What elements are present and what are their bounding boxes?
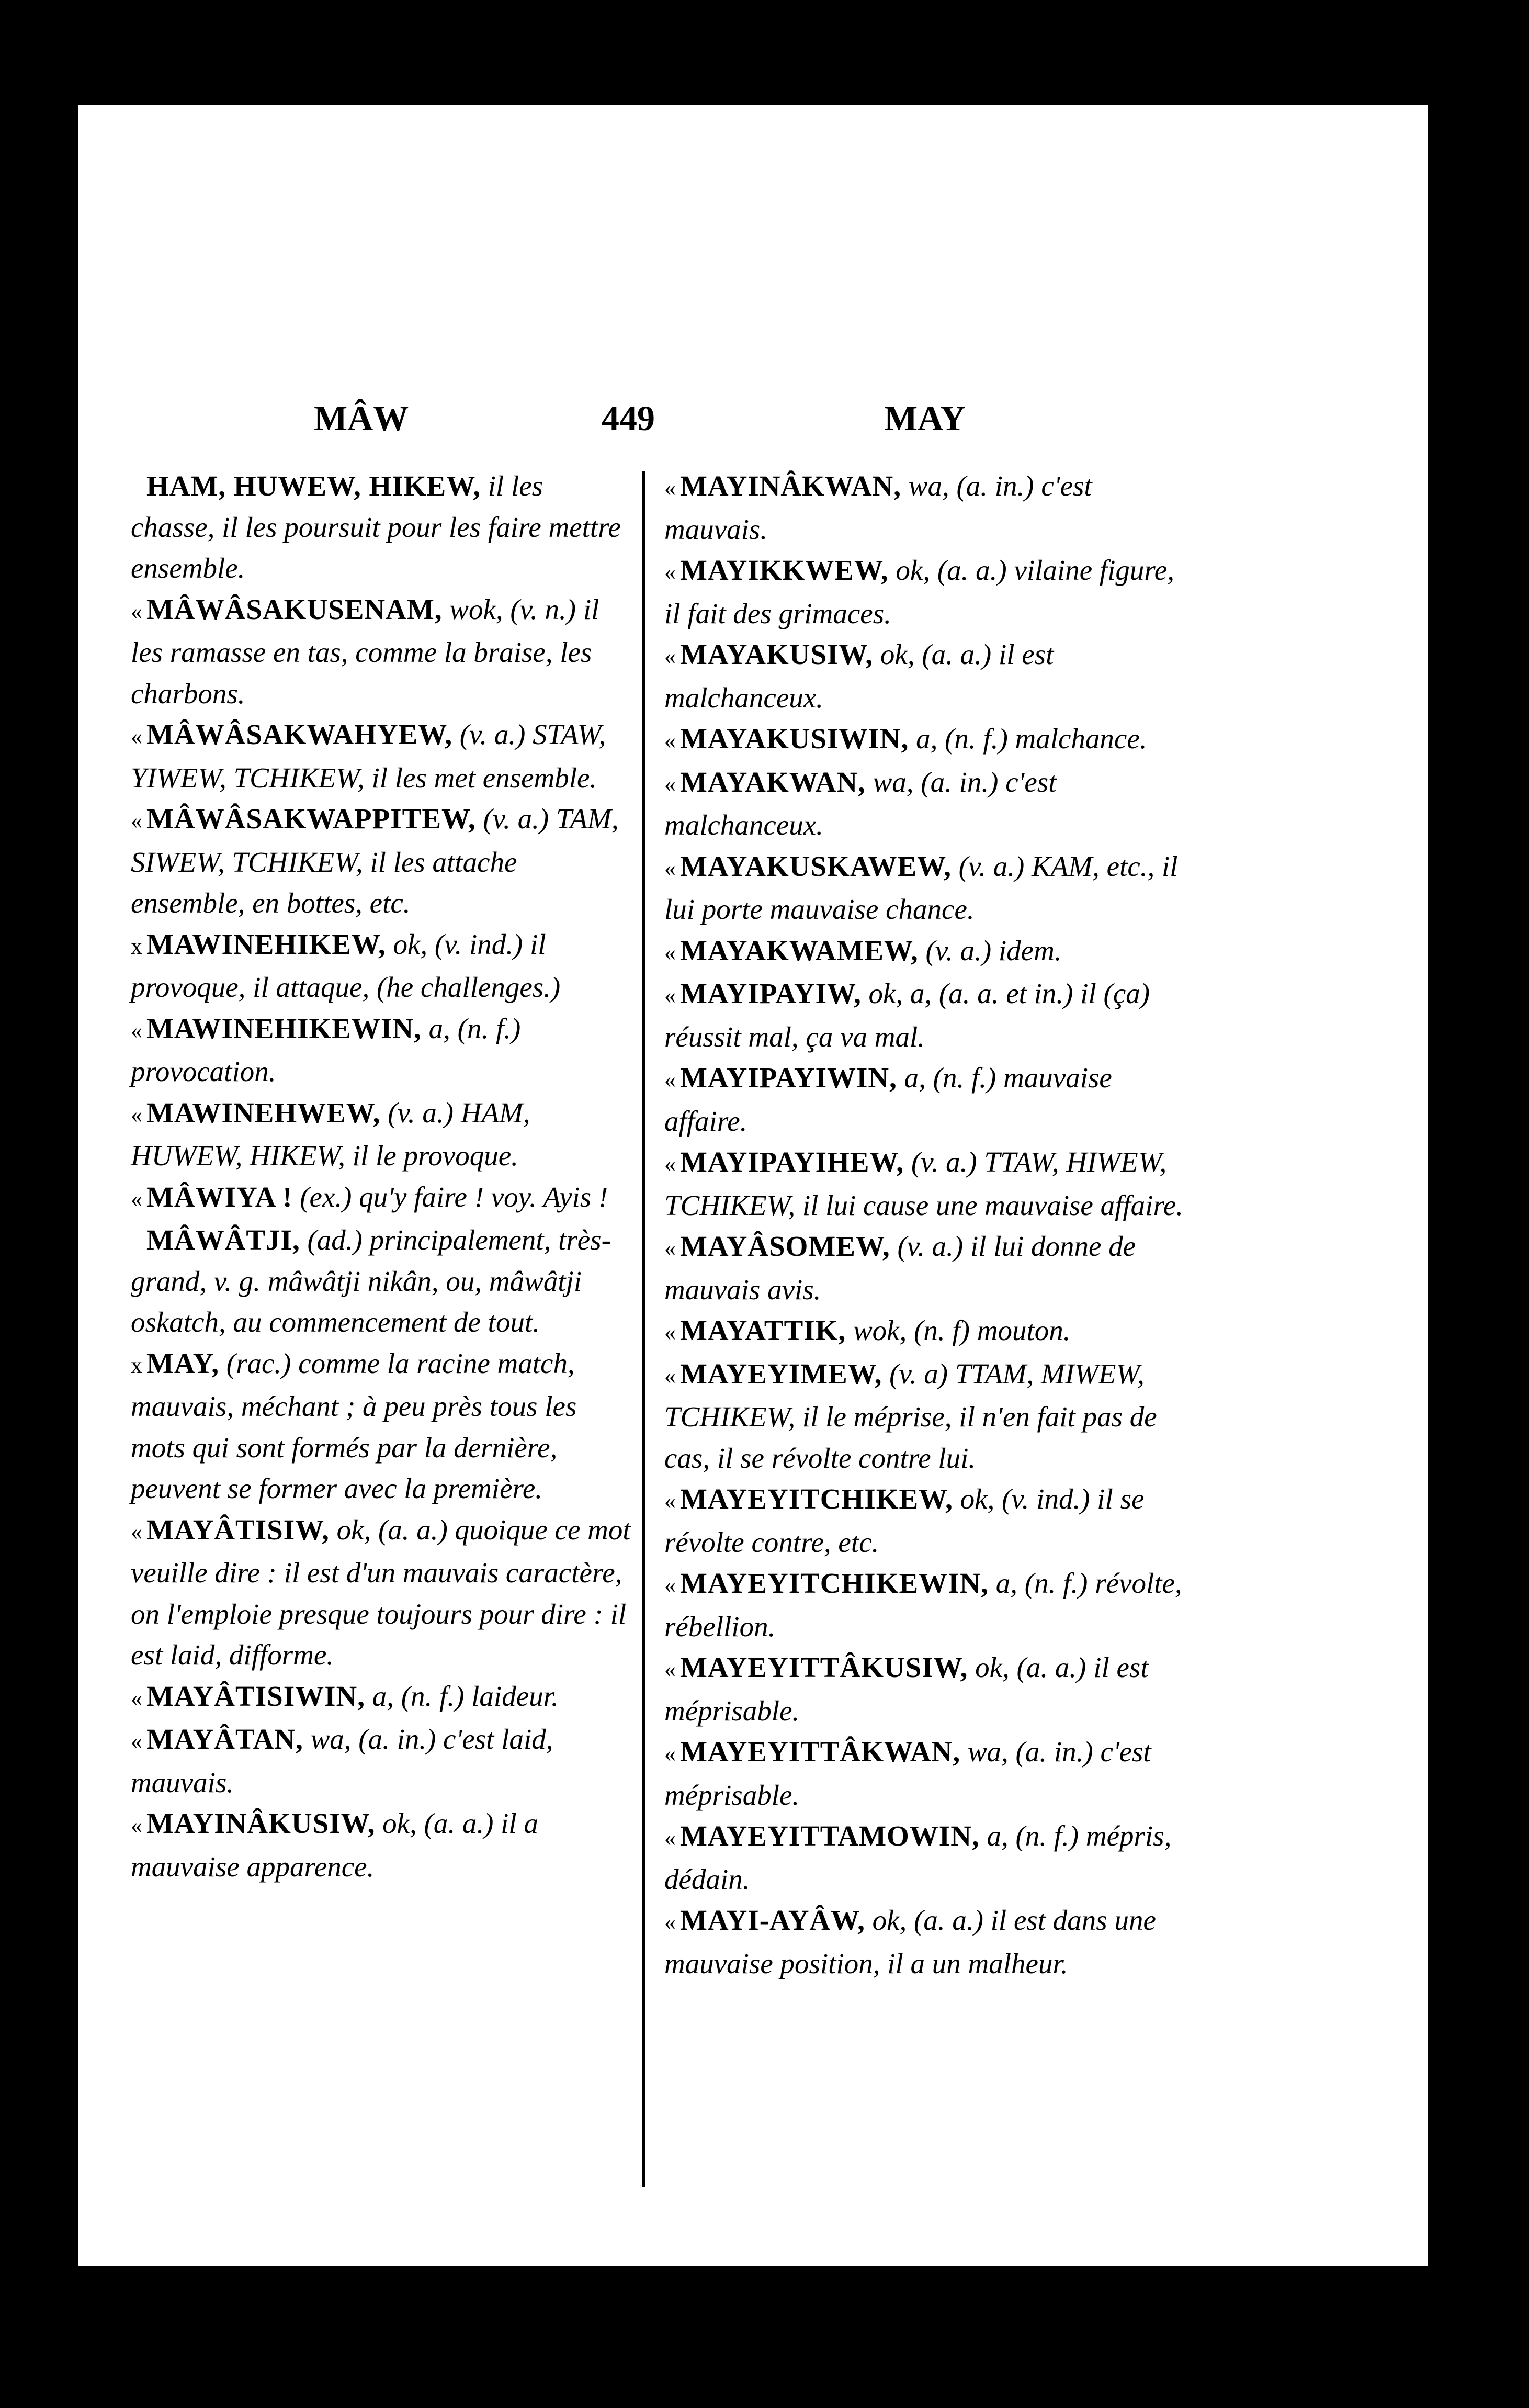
entry-marker: «: [664, 559, 676, 585]
entry-definition: il les met ensemble.: [371, 761, 597, 794]
entry-marker: «: [664, 1657, 676, 1682]
entry-headword: MAYIPAYIWIN,: [680, 1062, 897, 1094]
entry-grammar: ok, (a. a.): [880, 638, 992, 670]
entry-definition: il est malchanceux.: [664, 638, 1054, 714]
entry-definition: il provoque, il attaque, (he challenges.): [131, 928, 561, 1003]
dictionary-entry: [131, 798, 633, 924]
entry-grammar: a, (n. f.): [916, 723, 1008, 755]
entry-marker: «: [664, 1235, 676, 1261]
entry-grammar: wa, (a. in.): [873, 766, 999, 798]
column-divider: [642, 471, 645, 2187]
entry-grammar: wa, (a. in.): [967, 1736, 1093, 1768]
dictionary-entry: [131, 1177, 633, 1220]
entry-definition: idem.: [998, 934, 1062, 966]
dictionary-entry: [131, 1719, 633, 1803]
entry-marker: «: [131, 1101, 142, 1128]
header-left-guide-word: MÂW: [314, 398, 409, 438]
dictionary-entry: [131, 1510, 633, 1676]
dictionary-entry: [664, 1816, 1193, 1900]
entry-marker: «: [664, 1067, 676, 1093]
entry-marker: «: [664, 939, 676, 965]
entry-grammar: (v. a.) STAW, YIWEW, TCHIKEW,: [131, 718, 606, 794]
entry-headword: MÂWIYA !: [146, 1180, 293, 1213]
dictionary-entry: [664, 1057, 1193, 1142]
dictionary-entry: [664, 550, 1193, 634]
entry-grammar: wok, (n. f): [853, 1314, 970, 1346]
entry-headword: MAWINEHWEW,: [146, 1096, 381, 1129]
entry-marker: «: [664, 475, 676, 501]
dictionary-entry: [664, 1900, 1193, 1984]
dictionary-entry: [131, 1093, 633, 1177]
entry-marker: «: [131, 1186, 142, 1212]
entry-grammar: a, (n. f.): [904, 1062, 996, 1094]
entry-grammar: a, (n. f.): [987, 1820, 1079, 1852]
left-column: [131, 466, 633, 1887]
entry-definition: il a mauvaise apparence.: [131, 1807, 538, 1883]
entry-headword: MÂWÂSAKUSENAM,: [146, 593, 443, 625]
entry-headword: HAM, HUWEW, HIKEW,: [146, 470, 481, 502]
entry-headword: MAYIPAYIW,: [680, 977, 862, 1009]
entry-headword: MAYEYITTÂKWAN,: [680, 1736, 961, 1768]
entry-definition: il les chasse, il les poursuit pour les faire mettre ensemble.: [131, 470, 621, 584]
dictionary-entry: [664, 1647, 1193, 1731]
dictionary-entry: [131, 1008, 633, 1093]
entry-definition: il lui cause une mauvaise affaire.: [802, 1189, 1183, 1221]
entry-marker: «: [664, 1320, 676, 1345]
entry-grammar: ok, (v. ind.): [960, 1483, 1090, 1515]
dictionary-entry: [664, 634, 1193, 718]
entry-headword: MAYIPAYIHEW,: [680, 1146, 904, 1178]
entry-headword: MAYEYITTAMOWIN,: [680, 1820, 980, 1852]
entry-headword: MAYÂSOMEW,: [680, 1230, 890, 1262]
entry-definition: c'est mauvais.: [664, 470, 1092, 545]
entry-definition: mépris, dédain.: [664, 1820, 1172, 1895]
dictionary-entry: [664, 1310, 1193, 1354]
dictionary-entry: [131, 1343, 633, 1510]
entry-definition: révolte, rébellion.: [664, 1567, 1182, 1642]
entry-definition: il se révolte contre, etc.: [664, 1483, 1145, 1558]
entry-definition: qu'y faire ! voy. Ayis !: [359, 1180, 608, 1213]
entry-marker: x: [131, 933, 142, 959]
entry-marker: «: [664, 728, 676, 753]
entry-marker: «: [131, 808, 142, 834]
dictionary-entry: [664, 718, 1193, 762]
entry-definition: vilaine figure, il fait des grimaces.: [664, 554, 1174, 629]
entry-definition: comme la racine match, mauvais, méchant ; à peu près tous les mots qui sont formés par la dernière, peuvent se former avec la première.: [131, 1347, 577, 1504]
dictionary-entry: [131, 1220, 633, 1343]
entry-grammar: ok, (a. a.): [382, 1807, 494, 1839]
dictionary-entry: [664, 973, 1193, 1057]
entry-grammar: (v. a.) TAM, SIWEW, TCHIKEW,: [131, 803, 619, 878]
dictionary-entry: [131, 589, 633, 715]
entry-headword: MAYAKWAN,: [680, 766, 866, 798]
entry-grammar: (v. a.): [925, 934, 992, 966]
entry-headword: MAYAKUSIWIN,: [680, 723, 909, 755]
entry-marker: «: [664, 1151, 676, 1177]
entry-definition: c'est méprisable.: [664, 1736, 1151, 1811]
dictionary-entry: [664, 762, 1193, 846]
entry-marker: «: [664, 1825, 676, 1851]
entry-grammar: (v. a.) KAM, etc.,: [958, 850, 1155, 882]
entry-headword: MAYÂTISIW,: [146, 1513, 330, 1546]
dictionary-entry: [664, 930, 1193, 974]
dictionary-entry: [664, 846, 1193, 930]
entry-marker: «: [664, 1909, 676, 1935]
entry-marker: «: [664, 1741, 676, 1766]
entry-headword: MAWINEHIKEW,: [146, 928, 386, 960]
entry-grammar: ok, (v. ind.): [393, 928, 523, 960]
entry-headword: MÂWÂSAKWAHYEW,: [146, 718, 452, 750]
dictionary-entry: [664, 1563, 1193, 1647]
entry-marker: x: [131, 1352, 142, 1378]
entry-grammar: (v. a) TTAM, MIWEW, TCHIKEW,: [664, 1357, 1145, 1433]
entry-headword: MAYAKUSKAWEW,: [680, 850, 952, 882]
entry-headword: MAWINEHIKEWIN,: [146, 1012, 422, 1044]
entry-definition: mauvaise affaire.: [664, 1062, 1112, 1137]
entry-marker: «: [664, 644, 676, 669]
entry-definition: laideur.: [471, 1680, 559, 1712]
entry-grammar: ok, (a. a.): [336, 1513, 448, 1546]
dictionary-entry: [664, 1731, 1193, 1816]
entry-grammar: wok, (v. n.): [449, 593, 576, 625]
entry-headword: MÂWÂSAKWAPPITEW,: [146, 803, 476, 835]
entry-definition: quoique ce mot veuille dire : il est d'un mauvais caractère, on l'emploie presque toujours pour dire : il est laid, difforme.: [131, 1513, 631, 1671]
entry-grammar: (v. a.) HAM, HUWEW, HIKEW,: [131, 1096, 530, 1172]
entry-grammar: (v. a.): [897, 1230, 964, 1262]
entry-marker: «: [131, 1813, 142, 1838]
entry-marker: «: [664, 771, 676, 797]
dictionary-entry: [664, 1226, 1193, 1310]
entry-headword: MAY,: [146, 1347, 220, 1379]
entry-marker: «: [664, 1488, 676, 1514]
entry-headword: MAYAKWAMEW,: [680, 934, 919, 966]
running-header: [78, 398, 1428, 440]
entry-headword: MAYEYITCHIKEWIN,: [680, 1567, 989, 1599]
entry-definition: il est dans une mauvaise position, il a un malheur.: [664, 1904, 1156, 1979]
entry-headword: MAYÂTISIWIN,: [146, 1680, 365, 1712]
entry-marker: «: [131, 1728, 142, 1754]
entry-grammar: ok, a, (a. a. et in.): [868, 977, 1073, 1009]
entry-marker: «: [664, 855, 676, 881]
entry-headword: MAYIKKWEW,: [680, 554, 889, 586]
entry-definition: il lui porte mauvaise chance.: [664, 850, 1178, 925]
entry-definition: il lui donne de mauvais avis.: [664, 1230, 1136, 1306]
entry-grammar: (rac.): [226, 1347, 291, 1379]
entry-definition: c'est malchanceux.: [664, 766, 1057, 841]
entry-marker: «: [131, 598, 142, 624]
entry-marker: «: [664, 1363, 676, 1389]
entry-grammar: ok, (a. a.): [896, 554, 1007, 586]
entry-headword: MAYI-AYÂW,: [680, 1904, 865, 1936]
entry-marker: «: [664, 983, 676, 1008]
entry-definition: il les attache ensemble, en bottes, etc.: [131, 846, 517, 919]
entry-marker: «: [131, 1685, 142, 1711]
dictionary-entry: [131, 714, 633, 798]
entry-grammar: (v. a.) TTAW, HIWEW, TCHIKEW,: [664, 1146, 1167, 1221]
entry-definition: il est méprisable.: [664, 1651, 1149, 1727]
entry-grammar: a, (n. f.): [372, 1680, 465, 1712]
dictionary-entry: [131, 1803, 633, 1887]
entry-marker: «: [131, 1518, 142, 1545]
entry-marker: «: [664, 1572, 676, 1598]
entry-grammar: ok, (a. a.): [872, 1904, 983, 1936]
entry-definition: il (ça) réussit mal, ça va mal.: [664, 977, 1150, 1053]
entry-definition: malchance.: [1015, 723, 1147, 755]
entry-headword: MÂWÂTJI,: [146, 1224, 300, 1256]
entry-marker: «: [131, 724, 142, 749]
right-column: [664, 466, 1193, 1984]
entry-headword: MAYEYITTÂKUSIW,: [680, 1651, 968, 1683]
entry-headword: MAYAKUSIW,: [680, 638, 874, 670]
entry-grammar: wa, (a. in.): [310, 1723, 436, 1755]
dictionary-entry: [664, 1479, 1193, 1563]
entry-headword: MAYINÂKWAN,: [680, 470, 902, 502]
entry-definition: il le méprise, il n'en fait pas de cas, il se révolte contre lui.: [664, 1401, 1157, 1474]
dictionary-entry: [131, 1676, 633, 1719]
page-number: 449: [602, 398, 655, 438]
entry-headword: MAYATTIK,: [680, 1314, 846, 1346]
entry-grammar: (ad.): [307, 1224, 363, 1256]
dictionary-entry: [664, 466, 1193, 550]
entry-definition: c'est laid, mauvais.: [131, 1723, 553, 1798]
entry-definition: mouton.: [977, 1314, 1071, 1346]
dictionary-entry: [664, 1354, 1193, 1479]
entry-grammar: a, (n. f.): [995, 1567, 1088, 1599]
entry-definition: il le provoque.: [352, 1140, 518, 1172]
entry-grammar: ok, (a. a.): [975, 1651, 1086, 1683]
entry-headword: MAYINÂKUSIW,: [146, 1807, 376, 1839]
entry-headword: MAYEYIMEW,: [680, 1357, 882, 1390]
entry-definition: il les ramasse en tas, comme la braise, les charbons.: [131, 593, 599, 710]
entry-grammar: wa, (a. in.): [908, 470, 1034, 502]
entry-definition: provocation.: [131, 1055, 276, 1087]
entry-headword: MAYÂTAN,: [146, 1723, 303, 1755]
dictionary-entry: [131, 924, 633, 1008]
header-right-guide-word: MAY: [884, 398, 966, 438]
dictionary-page: [78, 105, 1428, 2266]
dictionary-entry: [664, 1142, 1193, 1226]
dictionary-entry: [131, 466, 633, 589]
entry-grammar: (ex.): [300, 1180, 352, 1213]
entry-headword: MAYEYITCHIKEW,: [680, 1483, 953, 1515]
entry-definition: principalement, très-grand, v. g. mâwâtji nikân, ou, mâwâtji oskatch, au commencement de tout.: [131, 1224, 611, 1338]
entry-grammar: a, (n. f.): [428, 1012, 521, 1044]
entry-marker: «: [131, 1017, 142, 1043]
